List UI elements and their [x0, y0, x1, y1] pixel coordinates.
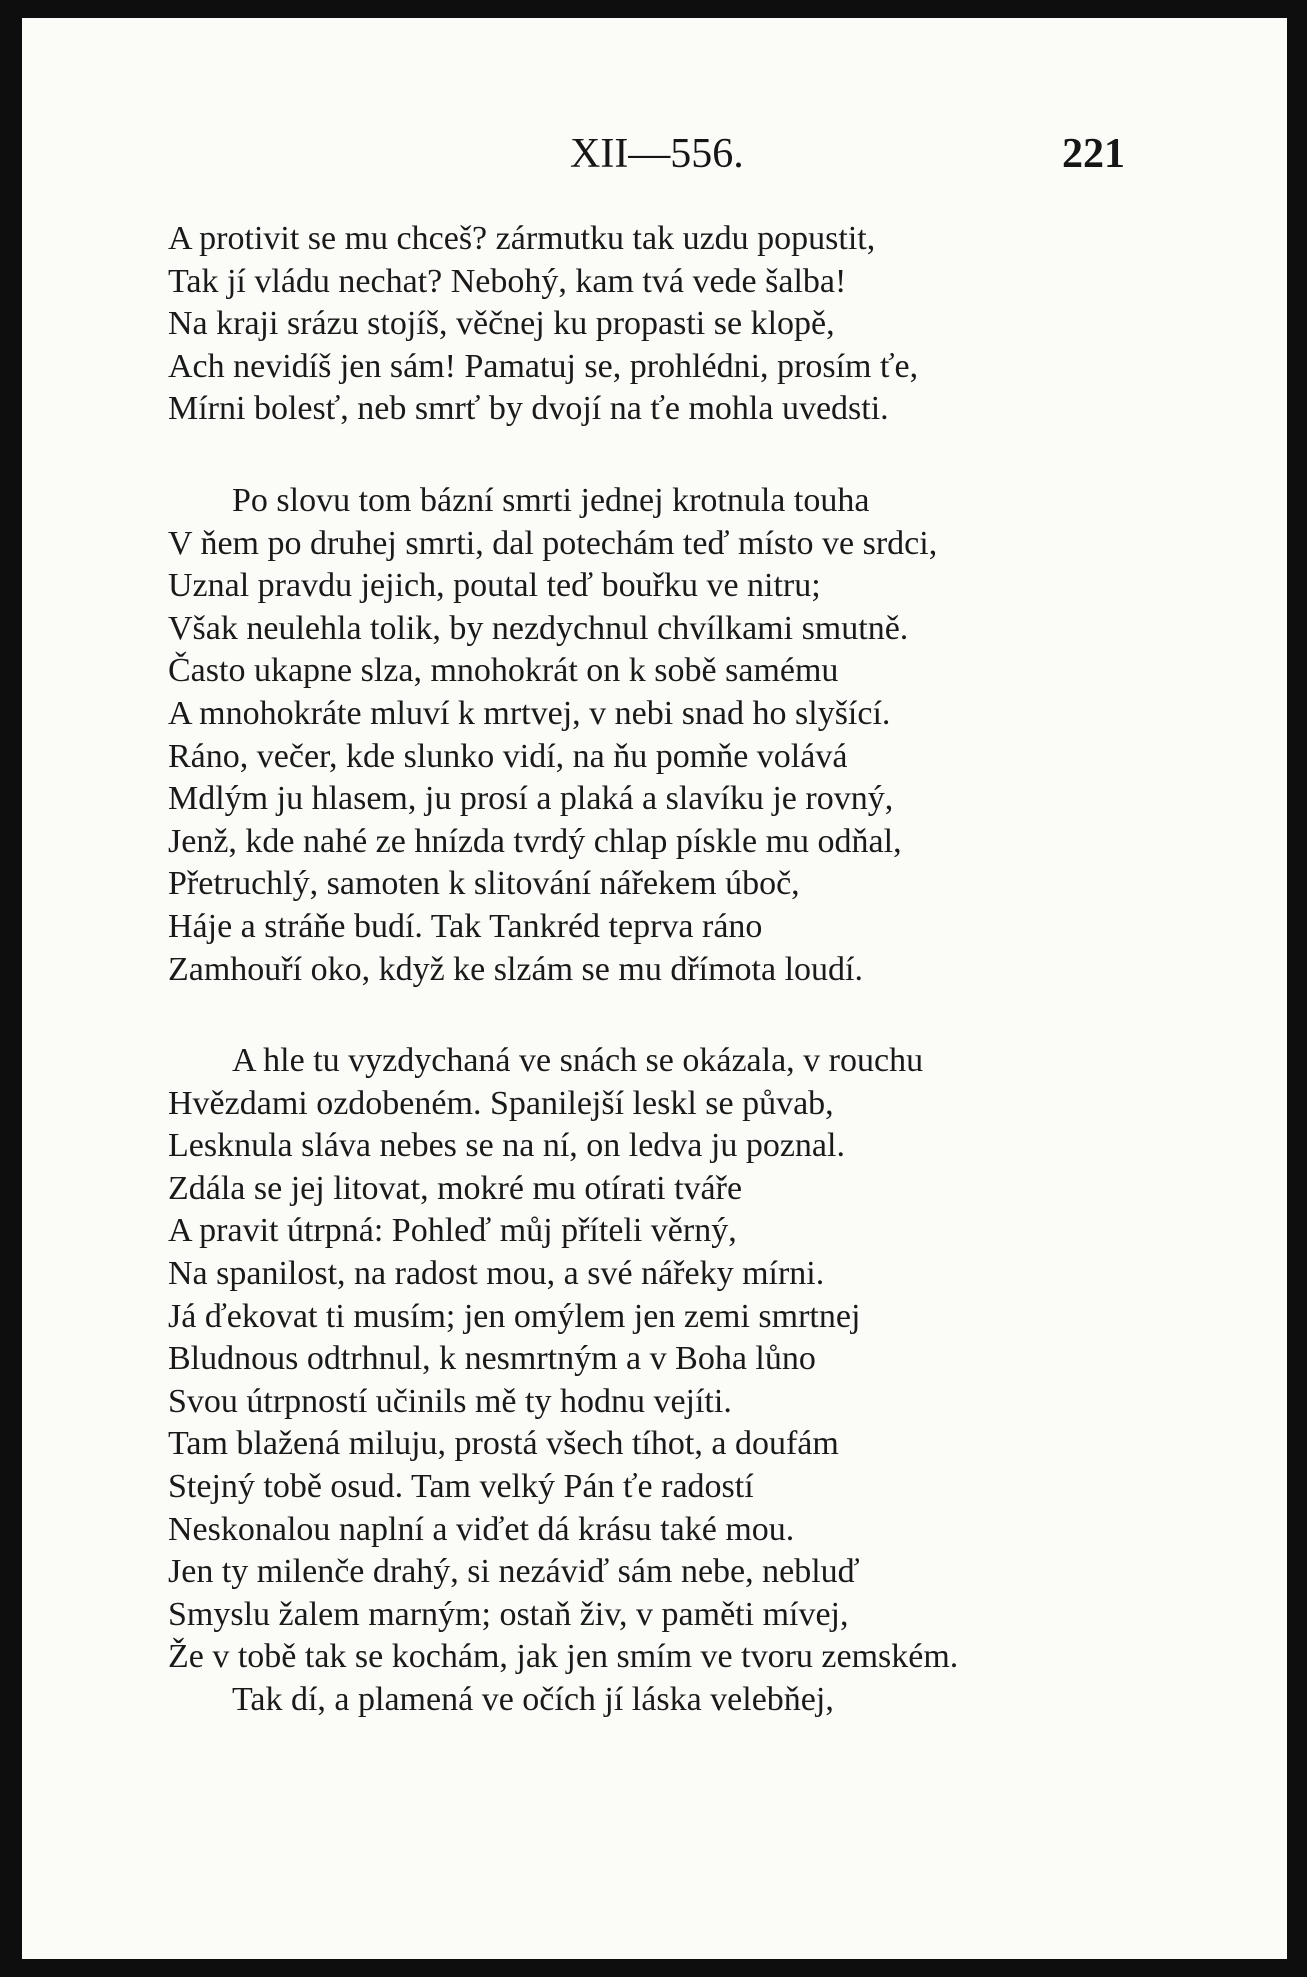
- poem-line: Na kraji srázu stojíš, věčnej ku propasti se klopě,: [168, 305, 835, 343]
- poem-line: Po slovu tom bázní smrti jednej krotnula touha: [232, 481, 870, 519]
- poem-line: Jen ty milenče drahý, si nezáviď sám nebe, nebluď: [168, 1553, 860, 1591]
- poem-line: Že v tobě tak se kochám, jak jen smím ve tvoru zemském.: [168, 1638, 959, 1676]
- poem-line: A hle tu vyzdychaná ve snách se okázala, v rouchu: [232, 1042, 924, 1080]
- page-number: 221: [1062, 131, 1125, 177]
- stanza-3: [168, 1040, 1228, 1722]
- poem-line: A pravit útrpná: Pohleď můj příteli věrný,: [168, 1212, 737, 1250]
- stanza-1: [168, 218, 1228, 431]
- poem-line: Stejný tobě osud. Tam velký Pán ťe radostí: [168, 1468, 754, 1506]
- poem-line: Často ukapne slza, mnohokrát on k sobě samému: [168, 652, 839, 690]
- page-header: [22, 130, 1287, 190]
- poem-line: Mdlým ju hlasem, ju prosí a plaká a slavíku je rovný,: [168, 780, 894, 818]
- poem-line: Hvězdami ozdobeném. Spanilejší leskl se půvab,: [168, 1084, 834, 1122]
- poem-line: Na spanilost, na radost mou, a své nářeky mírni.: [168, 1255, 825, 1293]
- poem-line: Jenž, kde nahé ze hnízda tvrdý chlap pískle mu odňal,: [168, 822, 902, 860]
- poem-line: Zamhouří oko, když ke slzám se mu dřímota loudí.: [168, 950, 863, 988]
- poem-line: Zdála se jej litovat, mokré mu otírati tváře: [168, 1169, 743, 1207]
- poem-line: Neskonalou naplní a viďet dá krásu také mou.: [168, 1510, 795, 1548]
- poem-line: Tak jí vládu nechat? Nebohý, kam tvá vede šalba!: [168, 262, 847, 300]
- poem-line: Uznal pravdu jejich, poutal teď bouřku ve nitru;: [168, 567, 821, 605]
- section-reference: XII—556.: [570, 131, 744, 177]
- poem-line: A protivit se mu chceš? zármutku tak uzdu popustit,: [168, 220, 876, 257]
- stanza-2: [168, 480, 1228, 991]
- poem-line: Přetruchlý, samoten k slitování nářekem úboč,: [168, 865, 800, 903]
- poem-line: Ráno, večer, kde slunko vidí, na ňu pomňe volává: [168, 737, 848, 775]
- poem-line: Bludnous odtrhnul, k nesmrtným a v Boha lůno: [168, 1340, 816, 1378]
- poem-line: Lesknula sláva nebes se na ní, on ledva ju poznal.: [168, 1127, 845, 1165]
- poem-line: Však neulehla tolik, by nezdychnul chvílkami smutně.: [168, 609, 909, 647]
- poem-line: V ňem po druhej smrti, dal potechám teď místo ve srdci,: [168, 524, 938, 562]
- poem-line: Já ďekovat ti musím; jen omýlem jen zemi smrtnej: [168, 1297, 861, 1335]
- poem-line: Smyslu žalem marným; ostaň živ, v paměti mívej,: [168, 1595, 849, 1633]
- poem-line: Svou útrpností učinils mě ty hodnu vejíti.: [168, 1382, 732, 1420]
- poem-line: A mnohokráte mluví k mrtvej, v nebi snad ho slyšící.: [168, 694, 891, 732]
- poem-line: Mírni bolesť, neb smrť by dvojí na ťe mohla uvedsti.: [168, 390, 889, 428]
- poem-line: Ach nevidíš jen sám! Pamatuj se, prohlédni, prosím ťe,: [168, 347, 919, 385]
- poem-line-continuation: Tak dí, a plamená ve očích jí láska velebňej,: [232, 1681, 834, 1718]
- poem-line: Háje a stráňe budí. Tak Tankréd teprva ráno: [168, 907, 763, 945]
- poem-text: [168, 218, 1228, 1722]
- poem-line: Tam blažená miluju, prostá všech tíhot, a doufám: [168, 1425, 839, 1463]
- book-page: [22, 18, 1287, 1959]
